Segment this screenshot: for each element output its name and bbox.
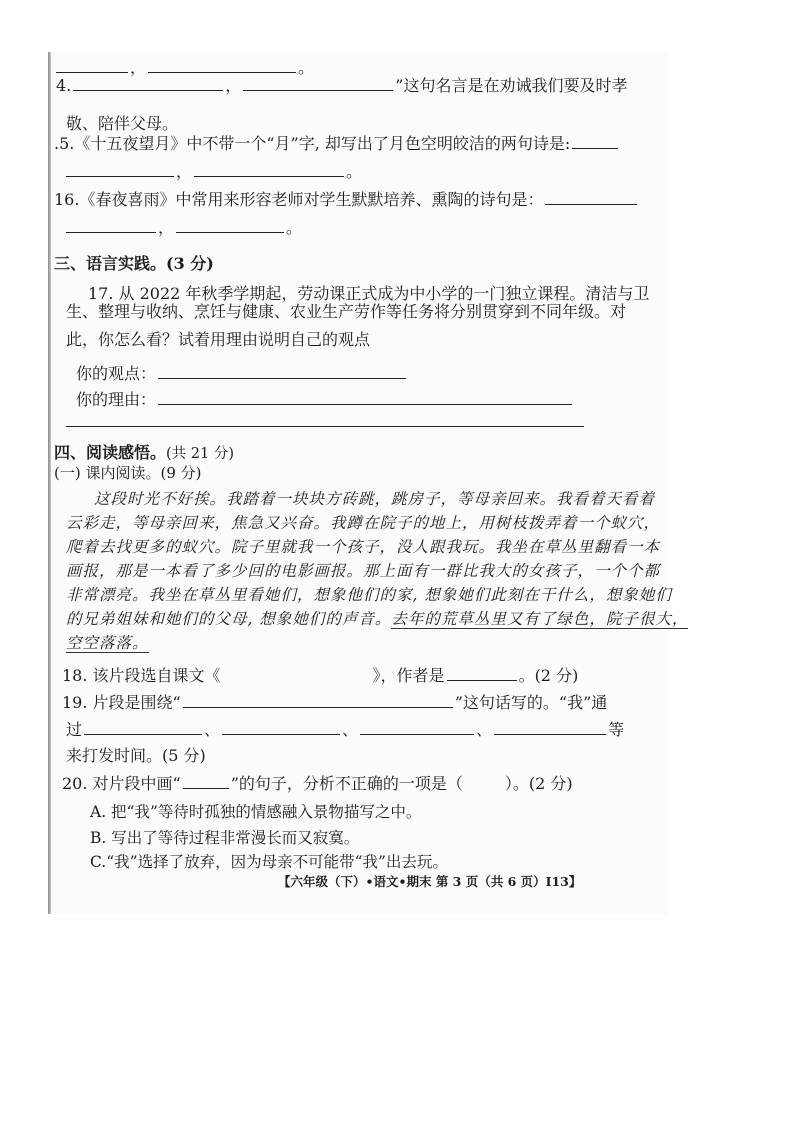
passage-line-5: 非常漂亮。我坐在草丛里看她们，想象他们的家, 想象她们此刻在干什么，想象她们	[66, 586, 672, 604]
answer-blank[interactable]	[545, 190, 637, 205]
answer-blank[interactable]	[56, 58, 128, 73]
question-19: 19. 片段是围绕“ ”这句话写的。“我”通	[62, 693, 608, 712]
option-a: A. 把“我”等待时孤独的情感融入景物描写之中。	[90, 803, 422, 821]
passage-line-3: 爬着去找更多的蚁穴。院子里就我一个孩子，没人跟我玩。我坐在草丛里翻看一本	[66, 538, 661, 556]
question-4-cont: 敬、陪伴父母。	[66, 114, 179, 133]
question-17-line1: 17. 从 2022 年秋季学期起，劳动课正式成为中小学的一门独立课程。清洁与卫	[88, 284, 650, 303]
answer-blank[interactable]	[66, 218, 156, 233]
passage-line-2: 云彩走，等母亲回来，焦急又兴奋。我蹲在院子的地上，用树枝拨弄着一个蚁穴，	[66, 514, 661, 532]
option-c: C.“我”选择了放弃，因为母亲不可能带“我”出去玩。	[90, 853, 448, 871]
question-4: 4. ， ”这句名言是在劝诫我们要及时孝	[56, 76, 628, 95]
question-17-reason: 你的理由：	[76, 390, 574, 410]
page-binding-edge	[48, 52, 51, 914]
question-17-reason-line2	[64, 412, 586, 432]
passage-line-1: 这段时光不好挨。我踏着一块块方砖跳，跳房子，等母亲回来。我看着天看着	[94, 490, 656, 508]
question-17-line3: 此，你怎么看？试着用理由说明自己的观点	[66, 330, 371, 349]
passage-line-7	[66, 628, 149, 659]
section-3-title: 三、语言实践。(3 分)	[54, 254, 214, 273]
answer-blank[interactable]	[84, 720, 202, 735]
answer-blank[interactable]	[494, 720, 606, 735]
question-16-blanks: ， 。	[64, 218, 302, 238]
answer-blank[interactable]	[176, 218, 284, 233]
question-19-blanks: 过 、 、 、 等	[66, 720, 625, 739]
answer-blank-reason[interactable]	[158, 390, 572, 405]
answer-blank-view[interactable]	[158, 364, 406, 379]
underlined-sentence: 去年的荒草丛里又有了绿色，院子很大，	[391, 610, 689, 628]
answer-blank[interactable]	[243, 76, 393, 91]
answer-blank[interactable]	[222, 720, 340, 735]
question-17-line2: 生、整理与收纳、烹饪与健康、农业生产劳作等任务将分别贯穿到不同年级。对	[66, 302, 627, 321]
question-18: 18. 该片段选自课文《 》，作者是 。(2 分)	[62, 666, 579, 685]
q-top-blanks: ， 。	[54, 58, 314, 78]
answer-blank[interactable]	[360, 720, 474, 735]
answer-blank[interactable]	[148, 58, 296, 73]
section-4-sub: (一) 课内阅读。(9 分)	[54, 464, 202, 482]
passage-line-4: 画报，那是一本看了多少回的电影画报。那上面有一群比我大的女孩子，一个个都	[66, 562, 661, 580]
question-5-blanks: ， 。	[64, 162, 362, 182]
question-20: 20. 对片段中画“ ”的句子，分析不正确的一项是（ ）。(2 分)	[62, 774, 573, 793]
answer-blank[interactable]	[572, 134, 618, 149]
passage-line-6: 的兄弟姐妹和她们的父母, 想象她们的声音。去年的荒草丛里又有了绿色，院子很大，	[66, 610, 689, 628]
page-footer: 【六年级（下）•语文•期末 第 3 页（共 6 页）I13】	[278, 874, 582, 889]
answer-blank-reason[interactable]	[66, 412, 584, 427]
question-19-cont: 来打发时间。(5 分)	[66, 746, 206, 765]
answer-blank[interactable]	[66, 162, 174, 177]
question-16: 16.《春夜喜雨》中常用来形容老师对学生默默培养、熏陶的诗句是：	[54, 190, 639, 210]
answer-blank[interactable]	[183, 693, 453, 708]
option-b: B. 写出了等待过程非常漫长而又寂寞。	[90, 829, 360, 847]
answer-blank[interactable]	[194, 162, 344, 177]
question-17-view: 你的观点：	[76, 364, 408, 384]
question-5: .5.《十五夜望月》中不带一个“月”字, 却写出了月色空明皎洁的两句诗是:	[54, 134, 620, 154]
answer-blank[interactable]	[183, 774, 229, 789]
answer-blank[interactable]	[73, 76, 223, 91]
answer-blank-author[interactable]	[447, 666, 517, 681]
underlined-sentence-end: 空空落落。	[66, 634, 149, 652]
section-4-title: 四、阅读感悟。(共 21 分)	[54, 443, 234, 462]
